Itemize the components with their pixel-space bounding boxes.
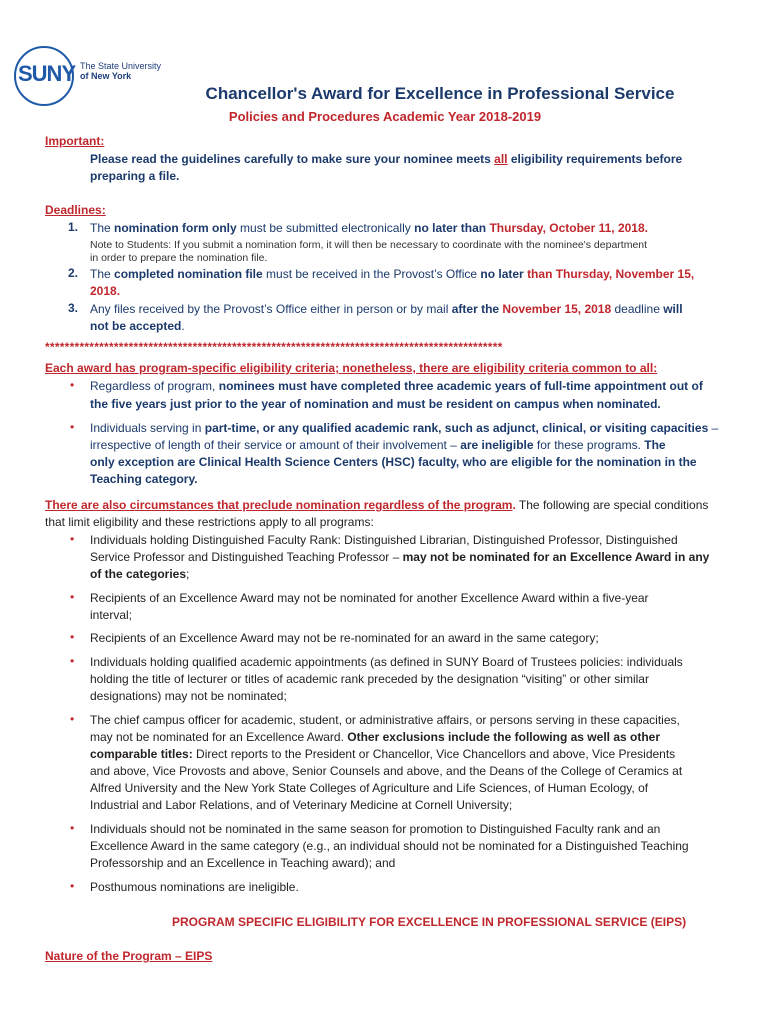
deadline-item-3: Any files received by the Provost’s Office either in person or by mail after the November 15, 2018 deadline will — [90, 302, 683, 316]
criteria-item-2-line-1: Individuals serving in part-time, or any qualified academic rank, such as adjunct, clinical, or visiting capacities – — [90, 421, 719, 435]
exclusion-item-4-line-1: Individuals holding qualified academic appointments (as defined in SUNY Board of Trustees policies: individuals — [90, 655, 683, 669]
important-text-line-1: Please read the guidelines carefully to make sure your nominee meets all eligibility requirements before — [90, 152, 683, 166]
bullet-icon: • — [70, 879, 75, 893]
deadline-number: 1. — [68, 220, 79, 234]
criteria-item-2-line-3: only exception are Clinical Health Science Centers (HSC) faculty, who are eligible for the nomination in the — [90, 455, 697, 469]
exclusions-heading: There are also circumstances that preclude nomination regardless of the program. The following are special conditions — [45, 498, 709, 512]
deadline-item-2-cont: 2018. — [90, 284, 121, 298]
important-text-line-2: preparing a file. — [90, 169, 180, 183]
deadline-number: 3. — [68, 301, 79, 315]
deadlines-heading: Deadlines: — [45, 203, 106, 217]
deadline-item-1: The nomination form only must be submitted electronically no later than Thursday, October 11, 2018. — [90, 221, 648, 235]
criteria-item-2-line-4: Teaching category. — [90, 472, 198, 486]
criteria-item-2-line-2: irrespective of length of their service or amount of their involvement – are ineligible for these programs. The — [90, 438, 666, 452]
logo-mark: SUNY — [18, 61, 76, 86]
exclusion-item-4-line-3: designations) may not be nominated; — [90, 689, 287, 703]
bullet-icon: • — [70, 821, 75, 835]
exclusion-item-5-line-4: and above, Vice Provosts and above, Senior Counsels and above, and the Deans of the College of Ceramics at — [90, 764, 683, 778]
bullet-icon: • — [70, 378, 75, 392]
exclusions-intro: that limit eligibility and these restrictions apply to all programs: — [45, 515, 374, 529]
exclusion-item-3-line-1: Recipients of an Excellence Award may not be re-nominated for an award in the same category; — [90, 631, 599, 645]
bullet-icon: • — [70, 590, 75, 604]
deadline-number: 2. — [68, 266, 79, 280]
logo-tagline: The State University — [80, 61, 162, 71]
student-note-line-2: in order to prepare the nomination file. — [90, 252, 268, 264]
deadline-item-3-cont: not be accepted. — [90, 319, 185, 333]
bullet-icon: • — [70, 630, 75, 644]
exclusion-item-4-line-2: holding the title of lecturer or titles of academic rank preceded by the designation “visiting” or other similar — [90, 672, 649, 686]
exclusion-item-5-line-2: may not be nominated for an Excellence Award. Other exclusions include the following as well as other — [90, 730, 660, 744]
student-note-line-1: Note to Students: If you submit a nomination form, it will then be necessary to coordinate with the nominee's department — [90, 239, 648, 251]
exclusion-item-1-line-2: Service Professor and Distinguished Teaching Professor – may not be nominated for an Excellence Award in any — [90, 550, 710, 564]
exclusion-item-1-line-1: Individuals holding Distinguished Faculty Rank: Distinguished Librarian, Distinguished Professor, Distinguished — [90, 533, 678, 547]
exclusion-item-5-line-5: Alfred University and the New York State Colleges of Agriculture and Life Sciences, of Human Ecology, of — [90, 781, 649, 795]
exclusion-item-7-line-1: Posthumous nominations are ineligible. — [90, 880, 299, 894]
bullet-icon: • — [70, 654, 75, 668]
nature-heading: Nature of the Program – EIPS — [45, 949, 213, 963]
program-heading: PROGRAM SPECIFIC ELIGIBILITY FOR EXCELLENCE IN PROFESSIONAL SERVICE (EIPS) — [172, 915, 687, 929]
criteria-item-1-line-1: Regardless of program, nominees must have completed three academic years of full-time appointment out of — [90, 379, 703, 393]
criteria-item-1-line-2: the five years just prior to the year of nomination and must be resident on campus when nominated. — [90, 397, 661, 411]
bullet-icon: • — [70, 532, 75, 546]
exclusion-item-6-line-1: Individuals should not be nominated in the same season for promotion to Distinguished Faculty rank and an — [90, 822, 661, 836]
document-title: Chancellor's Award for Excellence in Professional Service — [205, 84, 675, 103]
exclusion-item-2-line-1: Recipients of an Excellence Award may not be nominated for another Excellence Award within a five-year — [90, 591, 649, 605]
bullet-icon: • — [70, 420, 75, 434]
asterisk-separator: ********************************************************************************************* — [45, 340, 503, 354]
exclusion-item-5-line-3: comparable titles: Direct reports to the President or Chancellor, Vice Chancellors and above, Vice Presidents — [90, 747, 676, 761]
exclusion-item-5-line-6: Industrial and Labor Relations, and of Veterinary Medicine at Cornell University; — [90, 798, 513, 812]
criteria-heading: Each award has program-specific eligibility criteria; nonetheless, there are eligibility criteria common to all: — [45, 361, 658, 375]
exclusion-item-2-line-2: interval; — [90, 608, 133, 622]
exclusion-item-6-line-3: Professorship and an Excellence in Teaching award); and — [90, 856, 396, 870]
logo-tagline-2: of New York — [80, 71, 132, 81]
exclusion-item-1-line-3: of the categories; — [90, 567, 190, 581]
important-heading: Important: — [45, 134, 105, 148]
exclusion-item-5-line-1: The chief campus officer for academic, student, or administrative affairs, or persons serving in these capacities, — [90, 713, 680, 727]
document-subtitle: Policies and Procedures Academic Year 2018-2019 — [228, 109, 542, 124]
exclusion-item-6-line-2: Excellence Award in the same category (e.g., an individual should not be nominated for a Distinguished Teaching — [90, 839, 689, 853]
bullet-icon: • — [70, 712, 75, 726]
deadline-item-2: The completed nomination file must be received in the Provost’s Office no later than Thursday, November 15, — [90, 267, 695, 281]
